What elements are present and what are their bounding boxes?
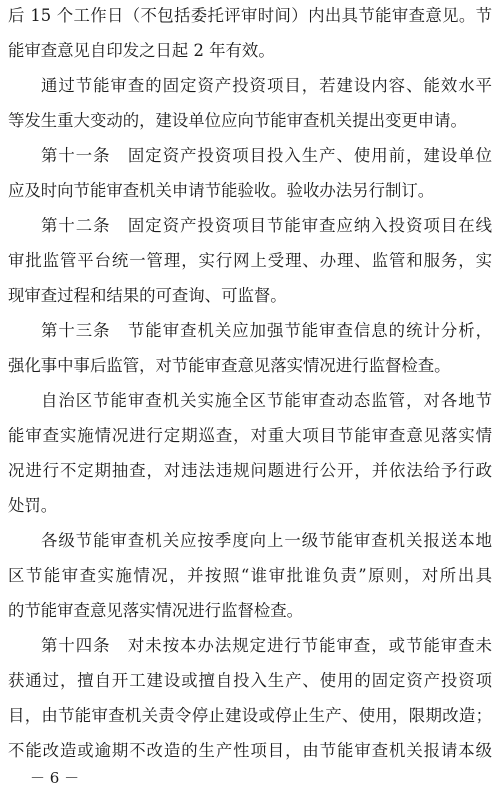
text-line: 审批监管平台统一管理，实行网上受理、办理、监管和服务，实 <box>8 251 492 270</box>
text-line: 自治区节能审查机关实施全区节能审查动态监管，对各地节 <box>41 391 492 410</box>
text-line: 各级节能审查机关应按季度向上一级节能审查机关报送本地 <box>41 531 492 550</box>
text-line: 等发生重大变动的，建设单位应向节能审查机关提出变更申请。 <box>8 111 467 130</box>
text-line: 第十一条 固定资产投资项目投入生产、使用前，建设单位 <box>41 146 492 165</box>
text-line: 第十三条 节能审查机关应加强节能审查信息的统计分析， <box>41 321 492 340</box>
text-line: 区节能审查实施情况，并按照“谁审批谁负责”原则，对所出具 <box>8 566 492 585</box>
text-line: 处罚。 <box>8 496 58 515</box>
text-line: 能审查意见自印发之日起 2 年有效。 <box>8 41 275 60</box>
text-line: 强化事中事后监管，对节能审查意见落实情况进行监督检查。 <box>8 356 451 375</box>
text-line: 应及时向节能审查机关申请节能验收。验收办法另行制订。 <box>8 181 435 200</box>
text-line: 获通过，擅自开工建设或擅自投入生产、使用的固定资产投资项 <box>8 671 492 690</box>
page-number: － 6 － <box>30 769 80 787</box>
text-line: 第十二条 固定资产投资项目节能审查应纳入投资项目在线 <box>41 216 492 235</box>
text-line: 目，由节能审查机关责令停止建设或停止生产、使用，限期改造； <box>8 706 492 725</box>
text-line: 第十四条 对未按本办法规定进行节能审查，或节能审查未 <box>41 636 492 655</box>
text-line: 现审查过程和结果的可查询、可监督。 <box>8 286 287 305</box>
text-line: 后 15 个工作日（不包括委托评审时间）内出具节能审查意见。节 <box>8 6 492 25</box>
text-line: 的节能审查意见落实情况进行监督检查。 <box>8 601 304 620</box>
text-line: 能审查实施情况进行定期巡查，对重大项目节能审查意见落实情 <box>8 426 492 445</box>
text-line: 况进行不定期抽查，对违法违规问题进行公开，并依法给予行政 <box>8 461 492 480</box>
text-line: 通过节能审查的固定资产投资项目，若建设内容、能效水平 <box>41 76 492 95</box>
text-line: 不能改造或逾期不改造的生产性项目，由节能审查机关报请本级 <box>8 741 492 760</box>
